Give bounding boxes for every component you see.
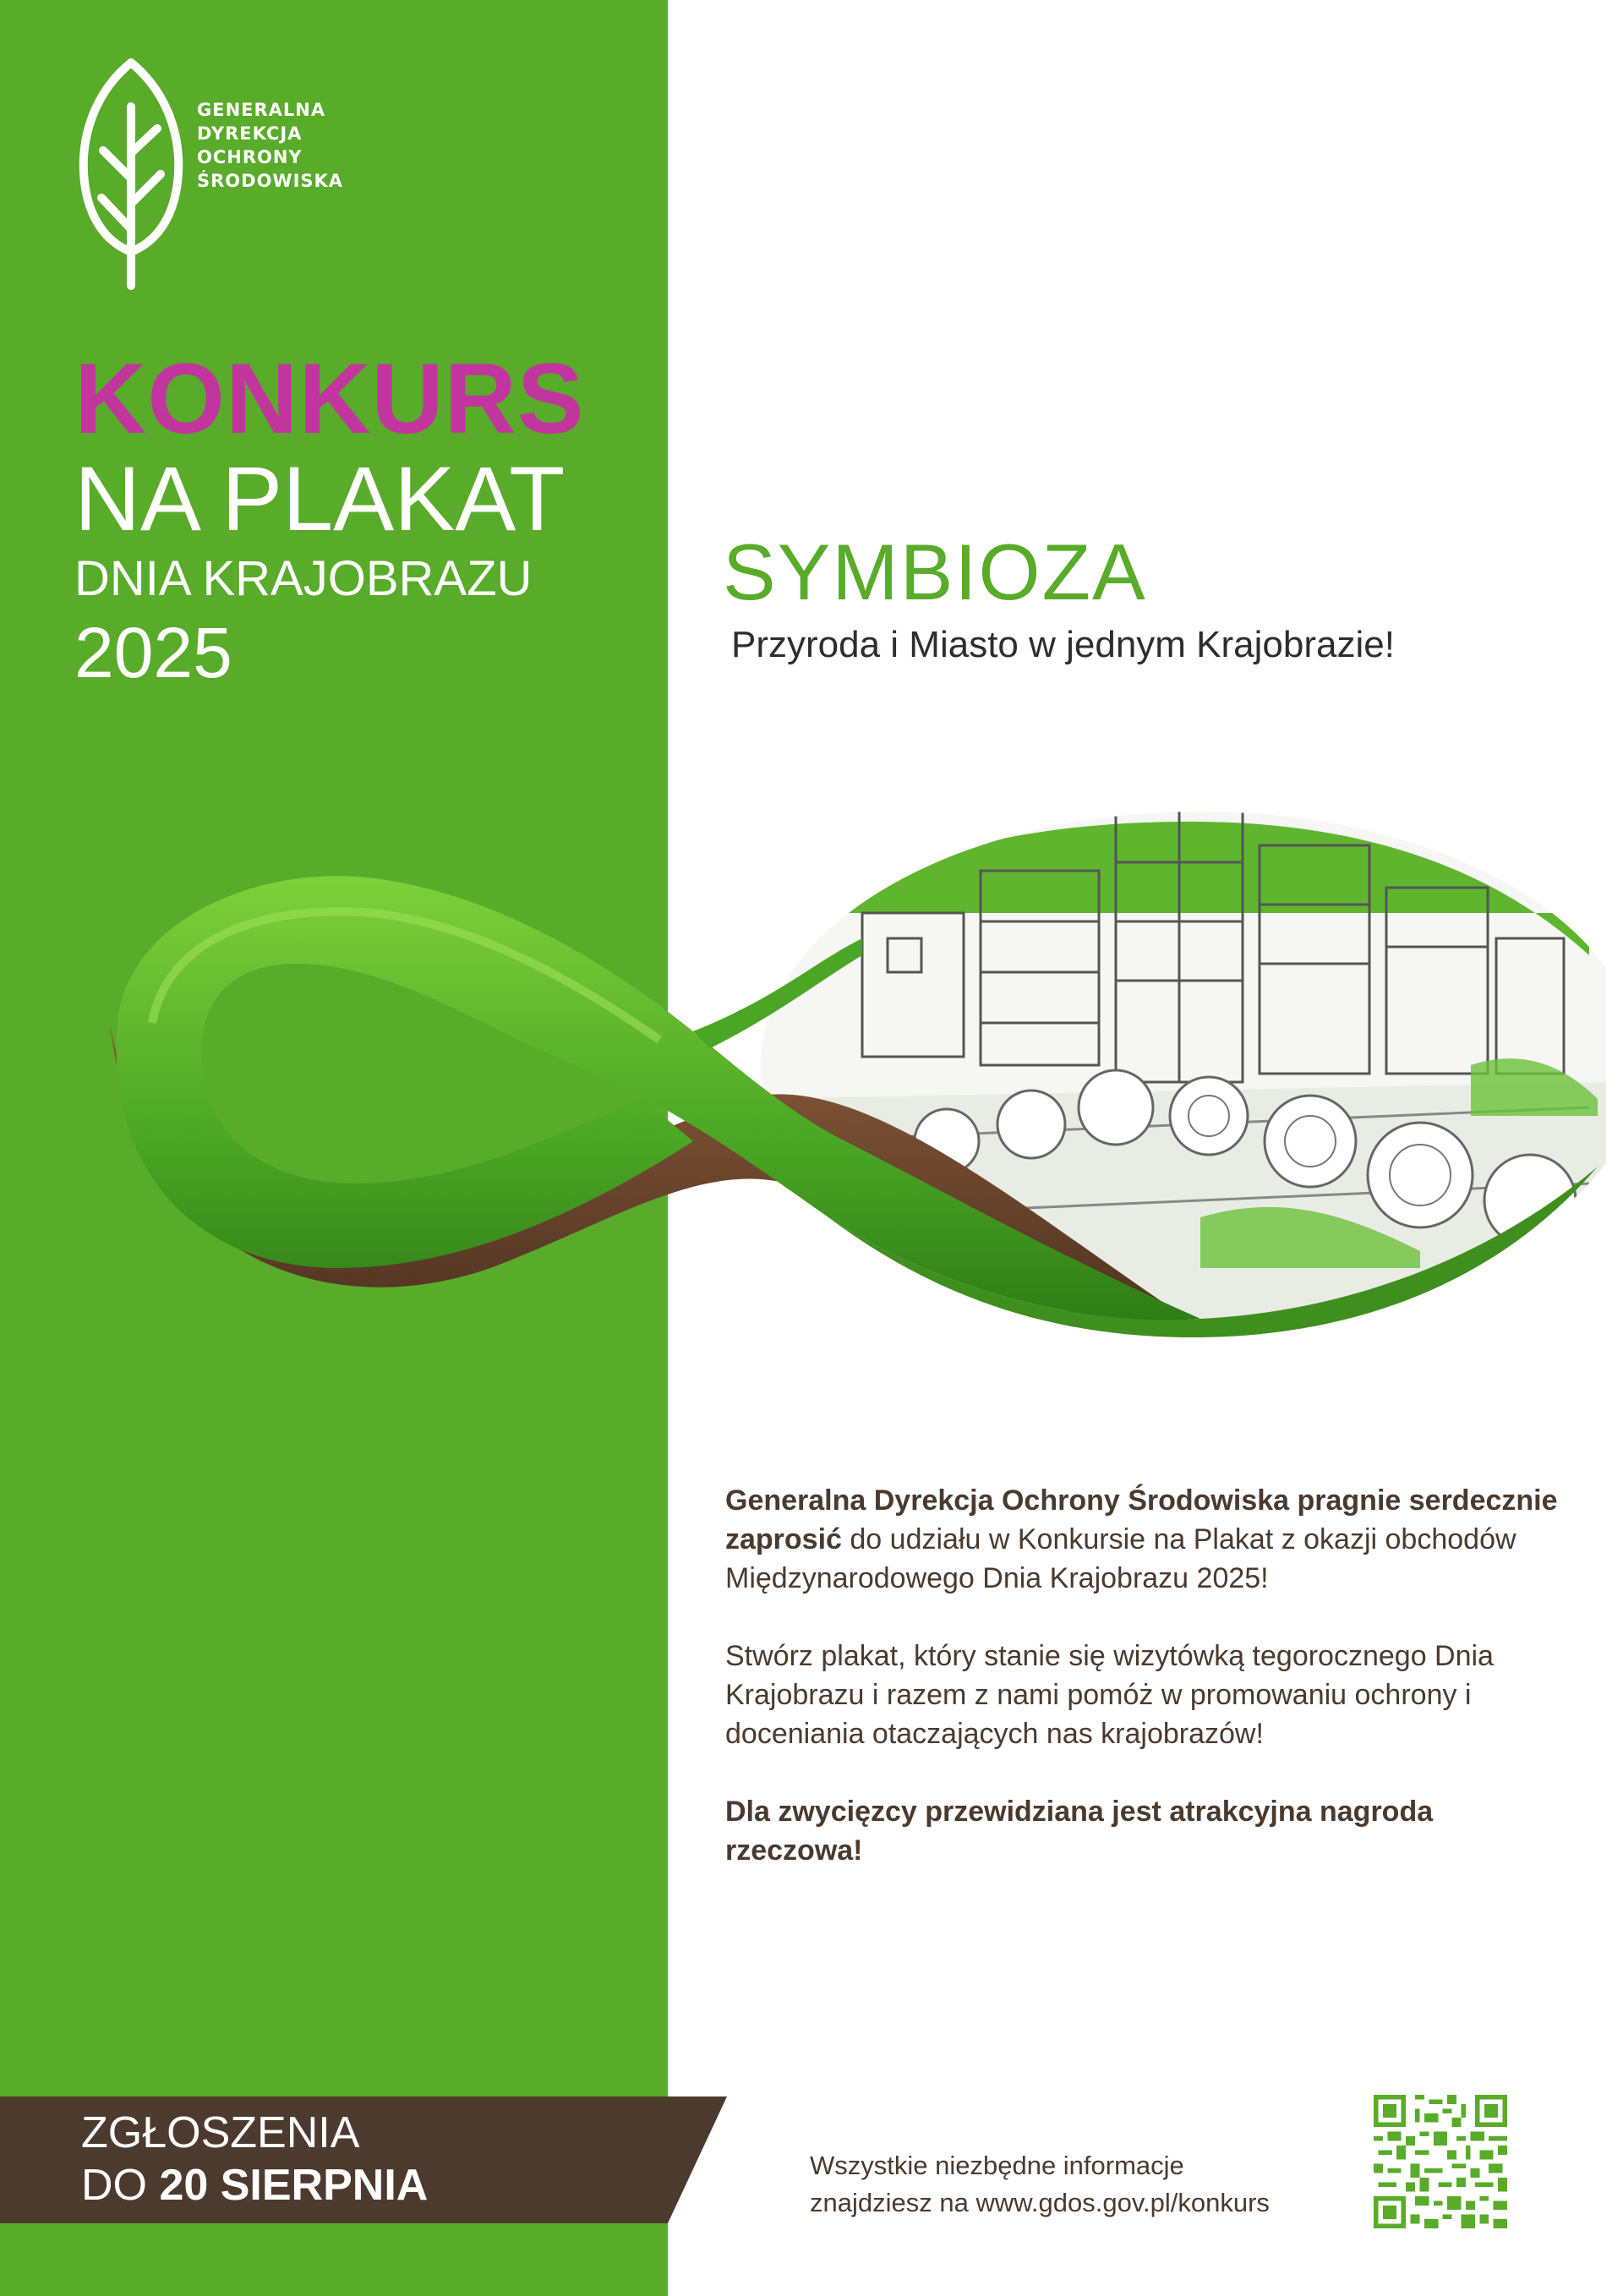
- body-p1-bold: Generalna Dyrekcja Ochrony Środowiska pragnie serdecznie zaprosić: [725, 1484, 1558, 1555]
- theme-title: SYMBIOZA: [723, 528, 1147, 616]
- logo-line-4: ŚRODOWISKA: [197, 171, 344, 191]
- body-paragraph-3: [725, 1792, 1562, 1870]
- city-sketch: [744, 795, 1606, 1353]
- deadline-date: 20 SIERPNIA: [159, 2161, 429, 2210]
- body-paragraph-1: [725, 1481, 1562, 1598]
- body-paragraph-2: Stwórz plakat, który stanie się wizytówką tegorocznego Dnia Krajobrazu i razem z nami pomóż w promowaniu ochrony i doceniania otaczających nas krajobrazów!: [725, 1640, 1494, 1750]
- gdos-logo: [76, 56, 355, 292]
- body-p3-bold: Dla zwycięzcy przewidziana jest atrakcyjna nagroda rzeczowa!: [725, 1796, 1434, 1867]
- headline-na-plakat: NA PLAKAT: [74, 447, 566, 549]
- deadline-line-1: ZGŁOSZENIA: [81, 2108, 360, 2157]
- info-text: [810, 2147, 1270, 2222]
- info-line-2[interactable]: znajdziesz na www.gdos.gov.pl/konkurs: [810, 2188, 1270, 2217]
- headline: [74, 343, 658, 695]
- body-text: [725, 1481, 1562, 1909]
- leaf-tree-icon: [76, 56, 186, 292]
- deadline-text: [81, 2107, 428, 2211]
- headline-konkurs: KONKURS: [74, 343, 585, 455]
- theme-block: [723, 528, 1602, 667]
- deadline-line-2: [81, 2159, 428, 2211]
- theme-subtitle: Przyroda i Miasto w jednym Krajobrazie!: [731, 624, 1395, 665]
- logo-line-1: GENERALNA: [197, 100, 326, 120]
- body-p1-rest: do udziału w Konkursie na Plakat z okazji obchodów Międzynarodowego Dnia Krajobrazu 2025!: [725, 1523, 1516, 1594]
- qr-code-icon[interactable]: [1374, 2095, 1507, 2228]
- logo-wordmark: [197, 98, 343, 193]
- info-line-1: Wszystkie niezbędne informacje: [810, 2151, 1184, 2180]
- logo-line-3: OCHRONY: [197, 147, 303, 167]
- headline-year: 2025: [74, 613, 232, 692]
- deadline-prefix: DO: [81, 2161, 160, 2210]
- logo-line-2: DYREKCJA: [197, 123, 303, 144]
- headline-dnia-krajobrazu: DNIA KRAJOBRAZU: [74, 551, 533, 606]
- deadline-banner: [0, 2096, 727, 2223]
- grass-infinity-city-sketch-illustration: [101, 744, 1606, 1369]
